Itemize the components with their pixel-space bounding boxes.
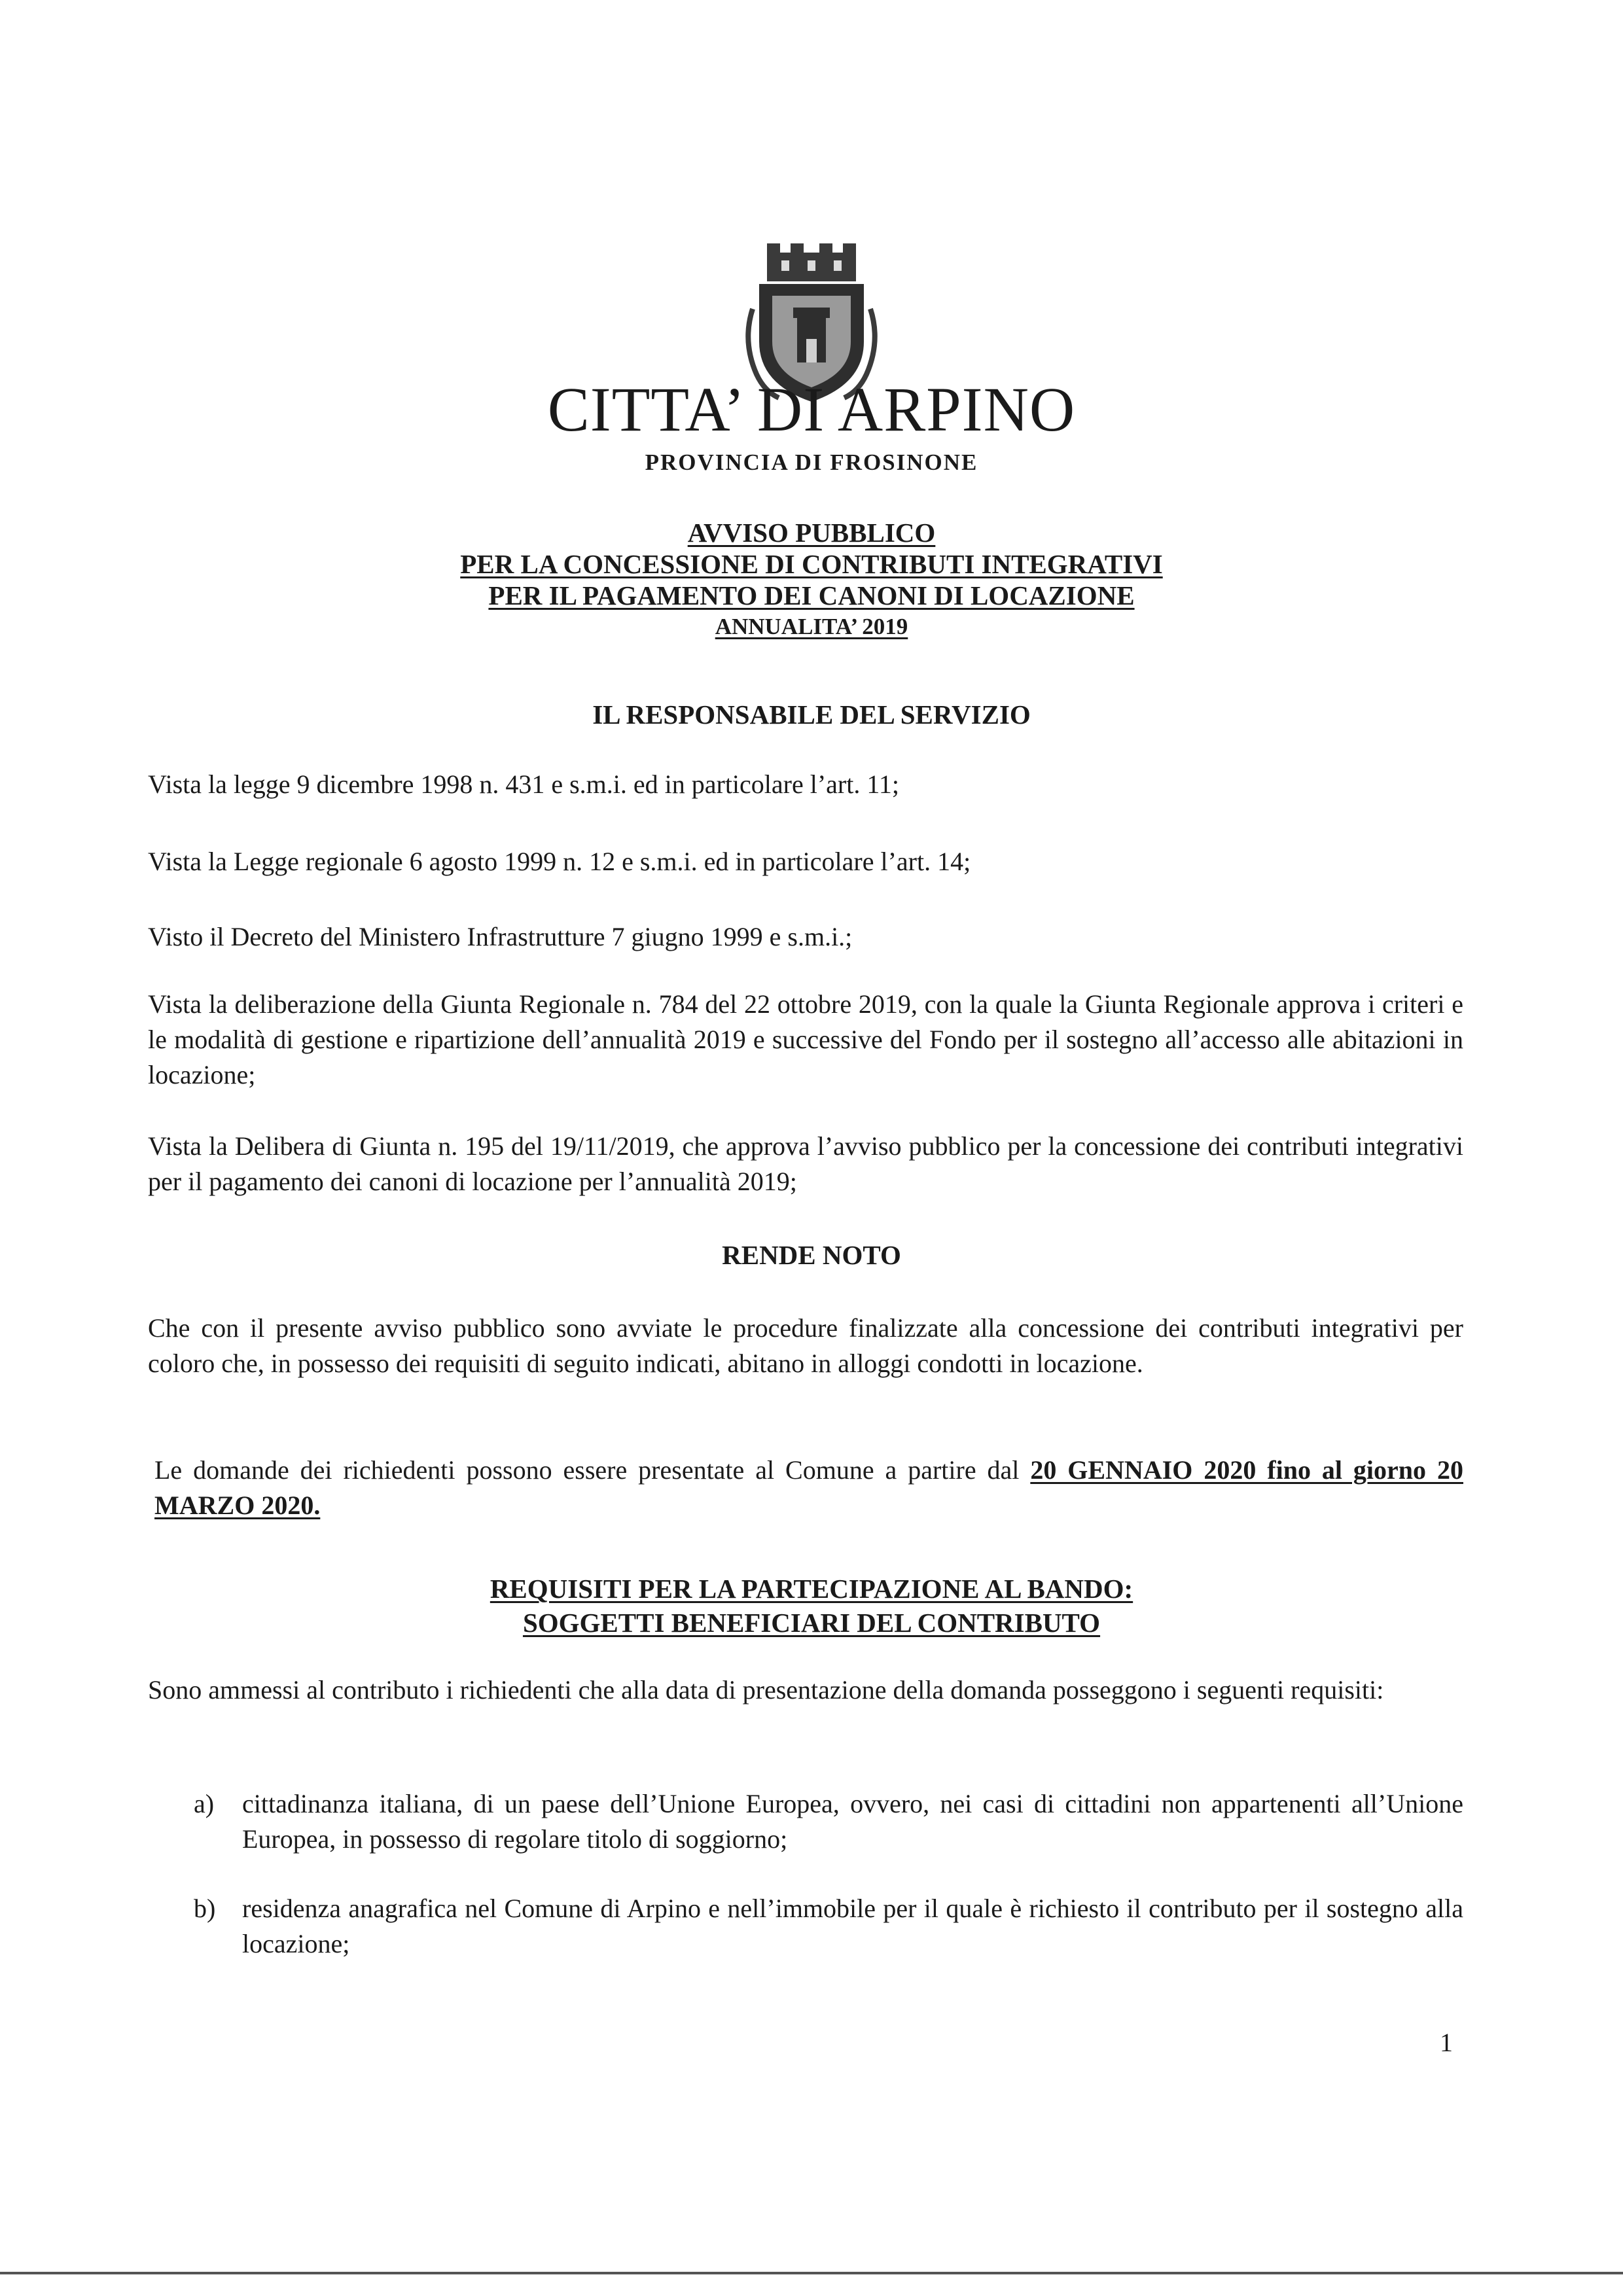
premessa-paragraph: Vista la deliberazione della Giunta Regionale n. 784 del 22 ottobre 2019, con la quale la Giunta Regionale approva i criteri e le modalità di gestione e ripartizione dell’annualità 2019 e successive del Fondo per il sostegno all’accesso alle abitazioni in locazione; <box>148 989 1463 1089</box>
requisiti-heading <box>0 1572 1623 1640</box>
domande-paragraph <box>154 1453 1463 1523</box>
notice-title-line: AVVISO PUBBLICO <box>687 518 936 548</box>
list-item-text: cittadinanza italiana, di un paese dell’Unione Europea, ovvero, nei casi di cittadini non appartenenti all’Unione Europea, in possesso di regolare titolo di soggiorno; <box>242 1789 1463 1854</box>
notice-title <box>0 517 1623 643</box>
province-name: PROVINCIA DI FROSINONE <box>645 450 978 475</box>
premessa-paragraph: Vista la legge 9 dicembre 1998 n. 431 e s.m.i. ed in particolare l’art. 11; <box>148 769 899 799</box>
notice-title-line: PER LA CONCESSIONE DI CONTRIBUTI INTEGRATIVI <box>460 549 1163 579</box>
requisiti-intro: Sono ammessi al contributo i richiedenti che alla data di presentazione della domanda posseggono i seguenti requisiti: <box>148 1675 1384 1704</box>
bottom-rule <box>0 2272 1623 2274</box>
list-item <box>194 1891 1463 1962</box>
premessa-paragraph: Vista la Delibera di Giunta n. 195 del 19/11/2019, che approva l’avviso pubblico per la concessione dei contributi integrativi per il pagamento dei canoni di locazione per l’annualità 2019; <box>148 1131 1463 1196</box>
premessa-paragraph: Vista la Legge regionale 6 agosto 1999 n. 12 e s.m.i. ed in particolare l’art. 14; <box>148 847 971 876</box>
requisiti-heading-line: REQUISITI PER LA PARTECIPAZIONE AL BANDO: <box>490 1574 1133 1604</box>
city-name: CITTA’ DI ARPINO <box>547 374 1076 444</box>
responsabile-heading: IL RESPONSABILE DEL SERVIZIO <box>592 699 1031 730</box>
list-item-marker: b) <box>194 1894 216 1923</box>
notice-title-year: ANNUALITA’ 2019 <box>715 614 908 639</box>
list-item-marker: a) <box>194 1789 215 1818</box>
avviso-paragraph: Che con il presente avviso pubblico sono avviate le procedure finalizzate alla concessione dei contributi integrativi per coloro che, in possesso dei requisiti di seguito indicati, abitano in alloggi condotti in locazione. <box>148 1313 1463 1378</box>
list-item-text: residenza anagrafica nel Comune di Arpino e nell’immobile per il quale è richiesto il contributo per il sostegno alla locazione; <box>242 1894 1463 1958</box>
domande-text: Le domande dei richiedenti possono essere presentate al Comune a partire dal <box>154 1455 1031 1485</box>
notice-title-line: PER IL PAGAMENTO DEI CANONI DI LOCAZIONE <box>488 580 1135 610</box>
page-number: 1 <box>1440 2028 1453 2057</box>
domande-date-range: 20 GENNAIO 2020 fino al giorno 20 MARZO 2020. <box>154 1455 1463 1520</box>
premessa-paragraph: Visto il Decreto del Ministero Infrastrutture 7 giugno 1999 e s.m.i.; <box>148 922 853 951</box>
requisiti-heading-line: SOGGETTI BENEFICIARI DEL CONTRIBUTO <box>522 1608 1101 1638</box>
rende-noto-heading: RENDE NOTO <box>722 1240 901 1270</box>
list-item <box>194 1786 1463 1857</box>
